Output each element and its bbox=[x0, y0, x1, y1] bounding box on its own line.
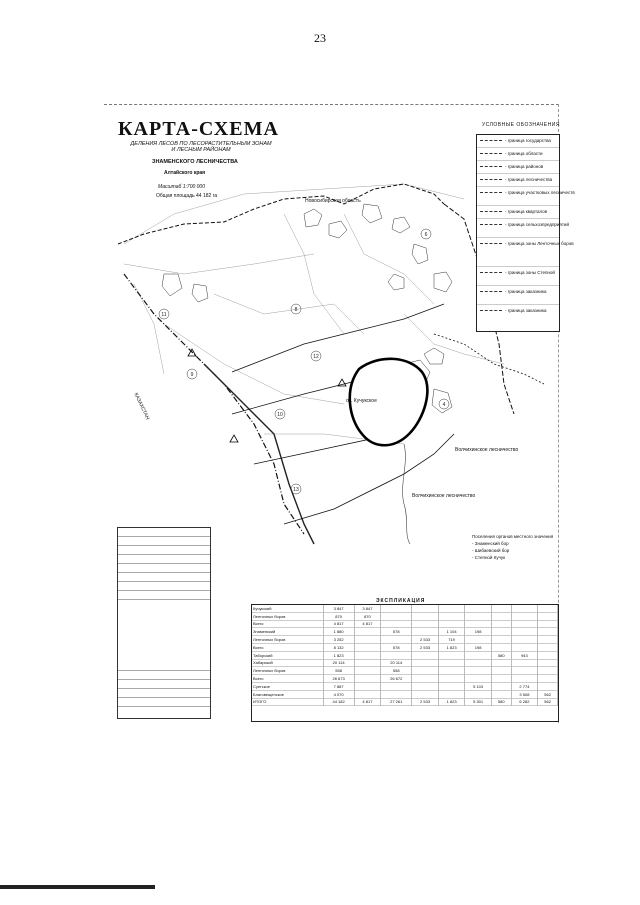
table-cell bbox=[538, 612, 558, 620]
table-cell bbox=[491, 605, 511, 612]
table-cell bbox=[538, 651, 558, 659]
table-cell: 3 847 bbox=[354, 605, 381, 612]
table-cell: Всего bbox=[252, 643, 323, 651]
table-cell bbox=[438, 620, 465, 628]
table-row bbox=[118, 573, 210, 582]
map-scale: Масштаб 1:700 000 bbox=[158, 184, 205, 190]
legend-item: - граница области bbox=[477, 148, 559, 161]
table-cell: 580 bbox=[491, 651, 511, 659]
table-cell bbox=[412, 667, 439, 675]
table-row bbox=[118, 564, 210, 573]
label-lake: оз. Кучукское bbox=[346, 398, 377, 404]
table-row bbox=[118, 671, 210, 680]
legend-item: - граница государства bbox=[477, 135, 559, 148]
table-cell bbox=[491, 643, 511, 651]
table-cell: 8 132 bbox=[323, 643, 354, 651]
table-cell: 5 301 bbox=[465, 698, 492, 706]
table-cell bbox=[538, 675, 558, 683]
table-cell bbox=[491, 628, 511, 636]
table-cell bbox=[412, 682, 439, 690]
table-cell bbox=[511, 675, 538, 683]
table-cell bbox=[465, 690, 492, 698]
table-cell bbox=[511, 667, 538, 675]
table-cell bbox=[511, 628, 538, 636]
table-cell bbox=[491, 667, 511, 675]
svg-text:9: 9 bbox=[190, 372, 194, 378]
table-row bbox=[252, 651, 558, 659]
table-cell bbox=[465, 636, 492, 644]
forestry-name: ЗНАМЕНСКОГО ЛЕСНИЧЕСТВА bbox=[152, 159, 238, 165]
table-cell: Ленточных боров bbox=[252, 612, 323, 620]
table-cell bbox=[354, 628, 381, 636]
table-cell: 943 bbox=[511, 651, 538, 659]
table-cell: Всего bbox=[252, 620, 323, 628]
table-cell bbox=[354, 636, 381, 644]
table-cell bbox=[491, 682, 511, 690]
table-cell: 26 673 bbox=[323, 675, 354, 683]
table-cell: 2 533 bbox=[412, 698, 439, 706]
legend-item: - граница лесничества bbox=[477, 174, 559, 187]
table-cell bbox=[412, 659, 439, 667]
table-cell bbox=[381, 682, 412, 690]
table-cell: Суетское bbox=[252, 682, 323, 690]
table-cell bbox=[491, 620, 511, 628]
map-title: КАРТА-СХЕМА bbox=[118, 118, 279, 140]
table-cell: Ленточных боров bbox=[252, 667, 323, 675]
table-cell bbox=[438, 675, 465, 683]
table-cell bbox=[538, 620, 558, 628]
table-cell bbox=[412, 675, 439, 683]
table-cell bbox=[438, 667, 465, 675]
table-row bbox=[118, 680, 210, 689]
table-cell: 7 887 bbox=[323, 682, 354, 690]
table-cell: 4 817 bbox=[354, 698, 381, 706]
label-kazakhstan: КАЗАХСТАН bbox=[132, 392, 151, 421]
table-cell bbox=[438, 690, 465, 698]
table-row bbox=[118, 546, 210, 555]
table-cell bbox=[354, 659, 381, 667]
table-row bbox=[118, 591, 210, 600]
table-cell bbox=[354, 651, 381, 659]
legend-item: - граница участковых лесничеств bbox=[477, 187, 559, 206]
table-cell: 2 774 bbox=[511, 682, 538, 690]
table-cell bbox=[354, 682, 381, 690]
table-cell: 578 bbox=[381, 628, 412, 636]
table-cell bbox=[491, 659, 511, 667]
table-cell: Всего bbox=[252, 675, 323, 683]
table-cell bbox=[511, 636, 538, 644]
table-cell: Знаменский bbox=[252, 628, 323, 636]
table-row bbox=[118, 698, 210, 707]
table-cell bbox=[491, 690, 511, 698]
table-cell bbox=[438, 682, 465, 690]
total-area: Общая площадь 44 182 га bbox=[156, 193, 218, 199]
table-cell bbox=[538, 636, 558, 644]
table-cell bbox=[465, 605, 492, 612]
table-cell: 4 817 bbox=[354, 620, 381, 628]
map-legend bbox=[476, 134, 575, 332]
legend-item: - граница заказника bbox=[477, 305, 559, 323]
table-cell bbox=[412, 628, 439, 636]
table-cell bbox=[381, 612, 412, 620]
table-cell bbox=[381, 636, 412, 644]
table-cell: 1 104 bbox=[438, 628, 465, 636]
table-cell bbox=[354, 643, 381, 651]
table-cell: ИТОГО bbox=[252, 698, 323, 706]
label-neighbor-forestry-2: Волчихинское лесничество bbox=[412, 493, 476, 499]
table-cell: 580 bbox=[491, 698, 511, 706]
table-cell: 3 847 bbox=[323, 605, 354, 612]
table-cell: 719 bbox=[438, 636, 465, 644]
table-cell: Ленточных боров bbox=[252, 636, 323, 644]
table-cell: 562 bbox=[538, 690, 558, 698]
table-cell: 562 bbox=[538, 698, 558, 706]
table-cell bbox=[438, 651, 465, 659]
table-row bbox=[118, 555, 210, 564]
table-cell bbox=[412, 620, 439, 628]
table-cell bbox=[412, 605, 439, 612]
table-cell: 1 823 bbox=[438, 643, 465, 651]
table-cell bbox=[538, 682, 558, 690]
table-cell: Кучукский bbox=[252, 605, 323, 612]
table-cell: 4 817 bbox=[323, 620, 354, 628]
svg-text:10: 10 bbox=[277, 412, 283, 418]
table-cell bbox=[465, 651, 492, 659]
table-cell bbox=[491, 612, 511, 620]
legend-item: - граница сельхозпредприятий bbox=[477, 219, 559, 238]
table-cell bbox=[354, 667, 381, 675]
table-cell bbox=[381, 651, 412, 659]
explication-title: ЭКСПЛИКАЦИЯ bbox=[376, 598, 426, 604]
svg-text:12: 12 bbox=[313, 354, 319, 360]
table-cell: Благовещенское bbox=[252, 690, 323, 698]
region-name: Алтайского края bbox=[164, 170, 206, 176]
table-cell: 2 533 bbox=[412, 643, 439, 651]
table-cell bbox=[381, 620, 412, 628]
table-cell: 578 bbox=[381, 643, 412, 651]
table-row bbox=[252, 675, 558, 683]
table-cell bbox=[538, 605, 558, 612]
table-cell: 558 bbox=[381, 667, 412, 675]
table-cell bbox=[465, 659, 492, 667]
table-cell: 870 bbox=[323, 612, 354, 620]
table-cell: 6 282 bbox=[511, 698, 538, 706]
table-row bbox=[118, 689, 210, 698]
table-cell: 1 880 bbox=[323, 628, 354, 636]
table-cell: Таборский bbox=[252, 651, 323, 659]
table-cell bbox=[412, 612, 439, 620]
table-cell bbox=[412, 651, 439, 659]
table-cell: 3 252 bbox=[323, 636, 354, 644]
table-row bbox=[252, 659, 558, 667]
label-neighbor-forestry: Волчихинское лесничество bbox=[455, 447, 519, 453]
table-cell: 44 182 bbox=[323, 698, 354, 706]
zoning-table bbox=[117, 527, 211, 719]
svg-text:4: 4 bbox=[442, 402, 446, 408]
table-cell: 27 261 bbox=[381, 698, 412, 706]
page-number: 23 bbox=[314, 31, 326, 45]
table-row bbox=[252, 667, 558, 675]
table-cell bbox=[381, 690, 412, 698]
svg-text:6: 6 bbox=[424, 232, 428, 238]
table-row bbox=[252, 620, 558, 628]
svg-text:13: 13 bbox=[293, 487, 299, 493]
table-cell: 4 070 bbox=[323, 690, 354, 698]
legend-item: - граница зоны Ленточных боров bbox=[477, 238, 559, 267]
legend-item: - граница заказника bbox=[477, 286, 559, 305]
table-cell bbox=[511, 605, 538, 612]
table-cell: 2 533 bbox=[412, 636, 439, 644]
table-cell bbox=[412, 690, 439, 698]
table-cell: 1 823 bbox=[438, 698, 465, 706]
svg-text:8: 8 bbox=[294, 307, 298, 313]
table-cell bbox=[538, 659, 558, 667]
table-row bbox=[118, 537, 210, 546]
table-cell bbox=[491, 636, 511, 644]
table-cell bbox=[465, 620, 492, 628]
table-cell bbox=[511, 612, 538, 620]
table-cell bbox=[438, 605, 465, 612]
table-cell: 20 114 bbox=[323, 659, 354, 667]
table-cell: 5 103 bbox=[465, 682, 492, 690]
table-cell bbox=[538, 628, 558, 636]
table-cell bbox=[465, 612, 492, 620]
table-cell: 20 114 bbox=[381, 659, 412, 667]
table-cell bbox=[538, 643, 558, 651]
symbols-legend: Поселения органов местного значения - Знаменский бор - Шибаевский бор - Степной Кучук bbox=[472, 534, 554, 560]
table-cell: 198 bbox=[465, 643, 492, 651]
table-row bbox=[252, 605, 558, 612]
subtitle-line-2: И ЛЕСНЫМ РАЙОНАМ bbox=[171, 147, 231, 153]
table-cell bbox=[438, 612, 465, 620]
table-row bbox=[252, 612, 558, 620]
subtitle-line-1: ДЕЛЕНИЯ ЛЕСОВ ПО ЛЕСОРАСТИТЕЛЬНЫМ ЗОНАМ bbox=[130, 141, 272, 147]
table-cell: 198 bbox=[465, 628, 492, 636]
table-row bbox=[252, 682, 558, 690]
table-cell: Хабарский bbox=[252, 659, 323, 667]
legend-item: - граница кварталов bbox=[477, 206, 559, 219]
table-cell bbox=[465, 667, 492, 675]
table-cell: 870 bbox=[354, 612, 381, 620]
table-row bbox=[252, 690, 558, 698]
table-cell: 558 bbox=[323, 667, 354, 675]
table-cell: 1 823 bbox=[323, 651, 354, 659]
table-cell bbox=[538, 667, 558, 675]
table-cell bbox=[354, 675, 381, 683]
table-row bbox=[118, 582, 210, 591]
table-row bbox=[118, 600, 210, 671]
table-row bbox=[252, 643, 558, 651]
table-cell bbox=[511, 620, 538, 628]
legend-header: УСЛОВНЫЕ ОБОЗНАЧЕНИЯ bbox=[482, 122, 560, 128]
table-row bbox=[118, 528, 210, 537]
legend-item: - граница зоны Степной bbox=[477, 267, 559, 286]
table-row bbox=[252, 698, 558, 706]
table-row bbox=[252, 636, 558, 644]
label-novosibirsk: Новосибирская область bbox=[305, 198, 361, 204]
table-cell bbox=[354, 690, 381, 698]
table-cell bbox=[465, 675, 492, 683]
svg-text:11: 11 bbox=[161, 312, 167, 318]
explication-table bbox=[251, 604, 559, 722]
footer-bar bbox=[0, 885, 155, 889]
table-cell bbox=[381, 605, 412, 612]
table-cell: 3 508 bbox=[511, 690, 538, 698]
table-cell: 26 672 bbox=[381, 675, 412, 683]
table-cell bbox=[438, 659, 465, 667]
table-cell bbox=[511, 659, 538, 667]
table-cell bbox=[491, 675, 511, 683]
table-cell bbox=[511, 643, 538, 651]
table-row bbox=[252, 628, 558, 636]
legend-item: - граница районов bbox=[477, 161, 559, 174]
